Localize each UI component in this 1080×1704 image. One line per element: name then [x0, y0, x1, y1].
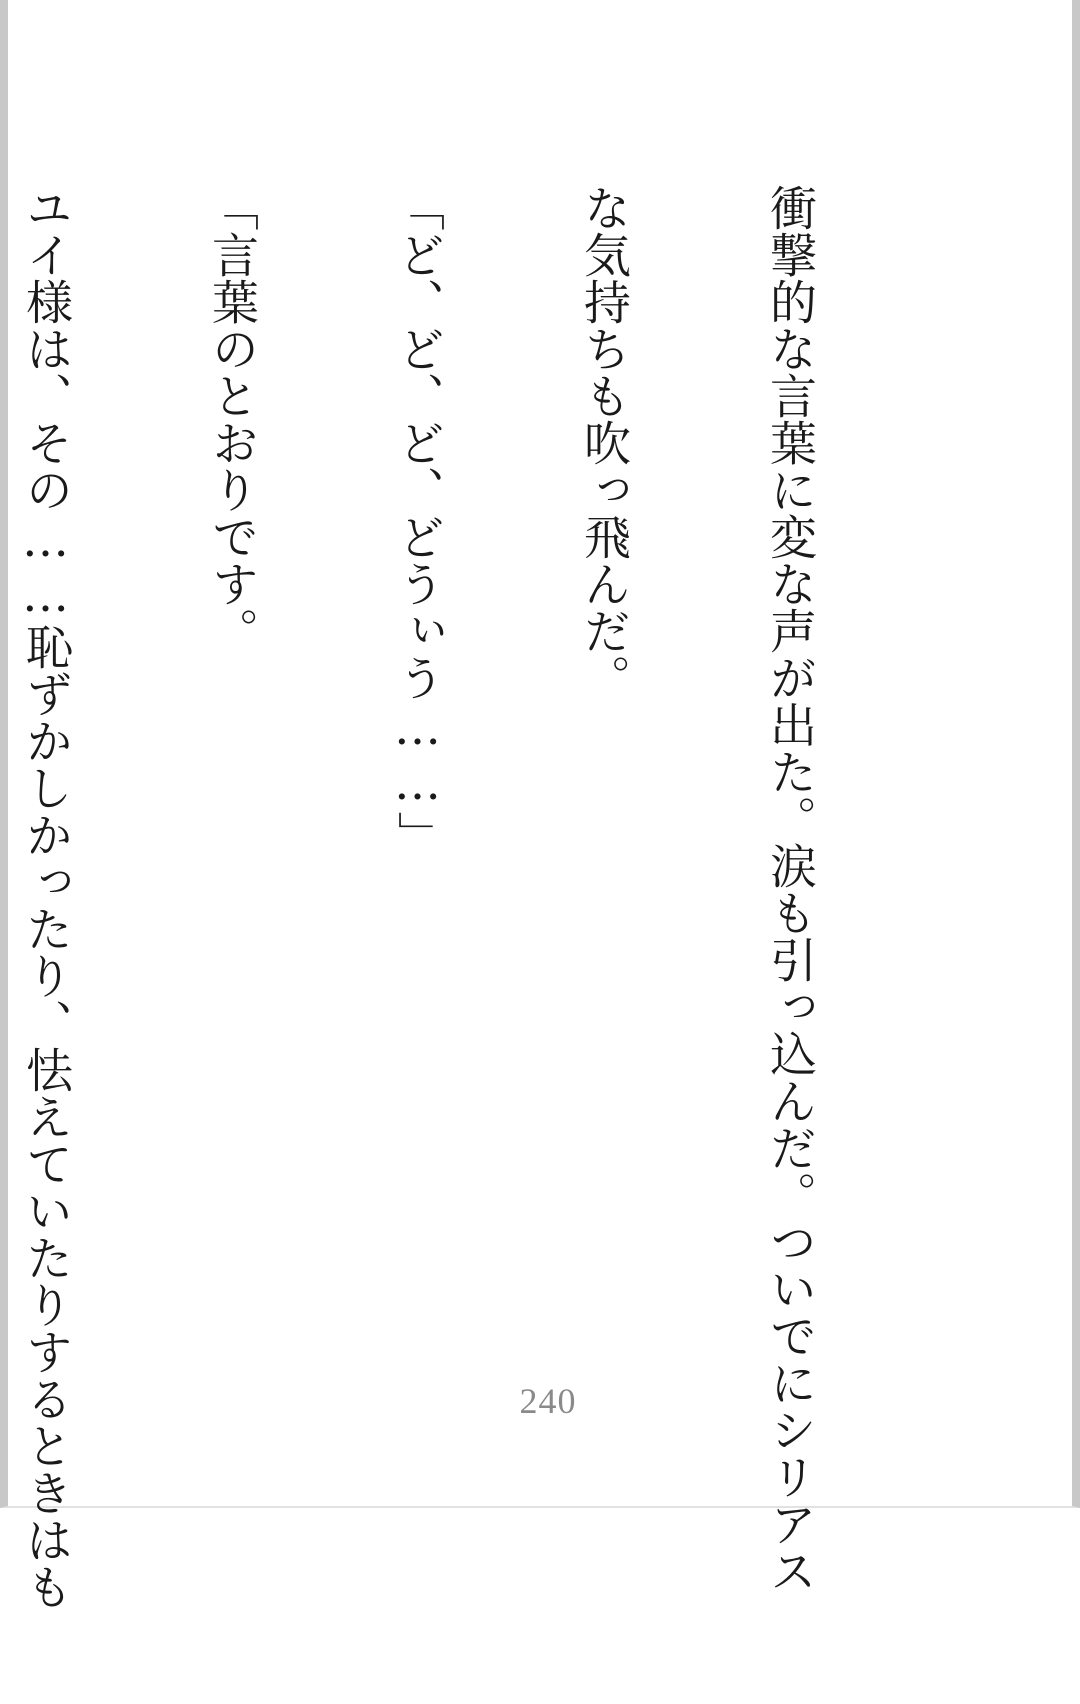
text-line: 衝撃的な言葉に変な声が出た。涙も引っ込んだ。ついでにシリアス	[762, 184, 817, 1594]
text-line: 「言葉のとおりです。	[204, 184, 259, 654]
text-line: 「ど、ど、ど、どうぃう……」	[390, 184, 445, 858]
page-number: 240	[519, 1381, 577, 1421]
text-line: な気持ちも吹っ飛んだ。	[576, 184, 631, 701]
text-line: ユイ様は、その……恥ずかしかったり、怯えていたりするときはも	[18, 184, 73, 1610]
